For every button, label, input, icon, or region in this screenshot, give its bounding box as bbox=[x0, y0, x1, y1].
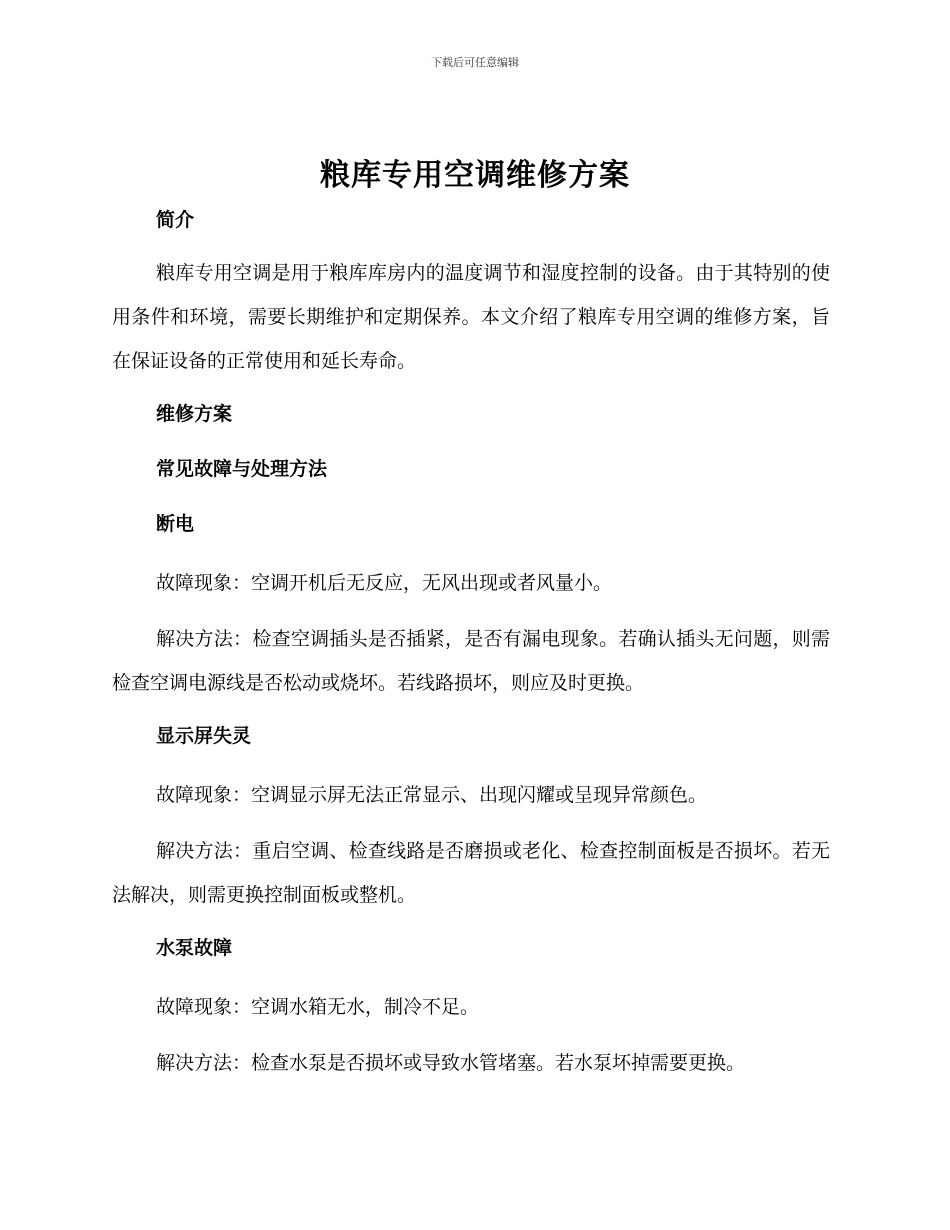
power-symptom-paragraph: 故障现象：空调开机后无反应，无风出现或者风量小。 bbox=[156, 572, 613, 594]
power-solution-paragraph: 解决方法：检查空调插头是否插紧，是否有漏电现象。若确认插头无问题，则需检查空调电源线是否松动或烧坏。若线路损坏，则应及时更换。 bbox=[112, 628, 830, 694]
subsection-heading-display: 显示屏失灵 bbox=[156, 725, 252, 747]
document-body bbox=[112, 205, 830, 1085]
subsection-heading-power: 断电 bbox=[156, 513, 195, 535]
intro-paragraph: 粮库专用空调是用于粮库库房内的温度调节和湿度控制的设备。由于其特别的使用条件和环境，需要长期维护和定期保养。本文介绍了粮库专用空调的维修方案，旨在保证设备的正常使用和延长寿命。 bbox=[112, 262, 830, 372]
display-solution-paragraph: 解决方法：重启空调、检查线路是否磨损或老化、检查控制面板是否损坏。若无法解决，则需更换控制面板或整机。 bbox=[112, 840, 830, 906]
section-heading-plan: 维修方案 bbox=[156, 403, 233, 425]
subsection-heading-pump: 水泵故障 bbox=[156, 937, 233, 959]
section-heading-intro: 简介 bbox=[156, 209, 195, 231]
document-title: 粮库专用空调维修方案 bbox=[320, 158, 630, 193]
display-symptom-paragraph: 故障现象：空调显示屏无法正常显示、出现闪耀或呈现异常颜色。 bbox=[156, 784, 708, 806]
pump-symptom-paragraph: 故障现象：空调水箱无水，制冷不足。 bbox=[156, 996, 480, 1018]
section-heading-faults: 常见故障与处理方法 bbox=[156, 458, 328, 480]
pump-solution-paragraph: 解决方法：检查水泵是否损坏或导致水管堵塞。若水泵坏掉需要更换。 bbox=[156, 1052, 746, 1074]
page-header: 下载后可任意编辑 bbox=[431, 56, 519, 69]
